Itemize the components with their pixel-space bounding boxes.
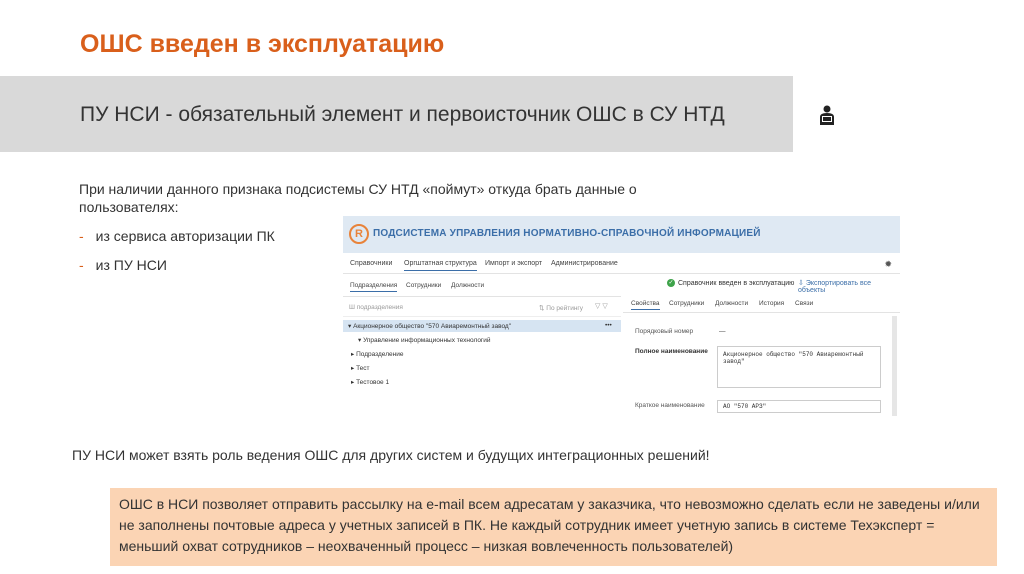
app-header — [343, 216, 900, 253]
bullet-auth-service: - из сервиса авторизации ПК — [79, 228, 275, 244]
order-label: Порядковый номер — [635, 328, 694, 335]
divider — [623, 312, 900, 313]
menu-item-admin[interactable]: Администрирование — [551, 260, 618, 267]
tree-item-subdivision[interactable]: ▸ Подразделение — [351, 351, 404, 358]
tree-item-test1[interactable]: ▸ Тестовое 1 — [351, 379, 390, 386]
note-text: ПУ НСИ может взять роль ведения ОШС для других систем и будущих интеграционных решений! — [72, 447, 710, 463]
tree-item-root[interactable]: ▾ Акционерное общество "570 Авиаремонтный завод" — [348, 323, 512, 330]
menu-item-directories[interactable]: Справочники — [350, 260, 393, 267]
fullname-label: Полное наименование — [635, 348, 708, 355]
menu-item-import-export[interactable]: Импорт и экспорт — [485, 260, 543, 267]
tab-r-employees[interactable]: Сотрудники — [669, 300, 705, 307]
left-panel — [343, 296, 621, 418]
tree-item-it[interactable]: ▾ Управление информационных технологий — [358, 337, 491, 344]
scrollbar[interactable] — [892, 316, 897, 416]
tab-links[interactable]: Связи — [795, 300, 814, 307]
status-badge: ✓ Справочник введен в эксплуатацию — [668, 279, 795, 287]
status-row — [343, 276, 900, 292]
highlight-text: ОШС в НСИ позволяет отправить рассылку на e-mail всем адресатам у заказчика, что невозможно сделать если не заведены и/или не заполнены почтовые адреса у учетных записей в ПК. Не каждый сотрудник имеет учетную запись в системе Техэксперт = меньший охват сотрудников – неохваченный процесс – низкая вовлеченность пользователей) — [119, 496, 980, 554]
tab-departments[interactable]: Подразделения — [350, 282, 397, 292]
person-reading-icon — [816, 104, 838, 126]
slide-title: ОШС введен в эксплуатацию — [80, 30, 445, 58]
filter-input[interactable]: Ш подразделения — [349, 304, 403, 311]
tab-positions[interactable]: Должности — [451, 282, 485, 289]
filter-funnel-icon[interactable]: ▽ ▽ — [595, 303, 608, 310]
tab-r-positions[interactable]: Должности — [715, 300, 749, 307]
fullname-field[interactable]: Акционерное общество "570 Авиаремонтный завод" — [717, 346, 881, 388]
check-icon: ✓ — [668, 280, 674, 286]
sort-dropdown[interactable]: ⇅ По рейтингу — [539, 305, 584, 312]
tree-item-test[interactable]: ▸ Тест — [351, 365, 370, 372]
app-logo: R — [349, 224, 369, 244]
right-panel — [623, 296, 900, 418]
tree-more-icon[interactable]: ••• — [605, 322, 612, 329]
app-screenshot — [343, 216, 900, 418]
order-value: — — [719, 328, 726, 335]
tab-properties[interactable]: Свойства — [631, 300, 660, 310]
export-all-button[interactable]: ⇩ Экспортировать все объекты — [798, 280, 872, 294]
intro-text: При наличии данного признака подсистемы СУ НТД «поймут» откуда брать данные о пользователях: — [79, 181, 637, 215]
tab-employees[interactable]: Сотрудники — [406, 282, 442, 289]
band-text: ПУ НСИ - обязательный элемент и первоисточник ОШС в СУ НТД — [80, 103, 725, 126]
filter-row — [343, 297, 621, 317]
app-menu — [343, 256, 900, 274]
menu-item-org-structure[interactable]: Оргштатная структура — [404, 260, 477, 271]
shortname-label: Краткое наименование — [635, 402, 705, 409]
app-title: ПОДСИСТЕМА УПРАВЛЕНИЯ НОРМАТИВНО-СПРАВОЧНОЙ ИНФОРМАЦИЕЙ — [373, 228, 761, 239]
bullet-pu-nsi: - из ПУ НСИ — [79, 257, 167, 273]
gear-icon[interactable]: ✹ — [884, 259, 892, 269]
tab-history[interactable]: История — [759, 300, 785, 307]
shortname-field[interactable]: АО "570 АРЗ" — [717, 400, 881, 413]
